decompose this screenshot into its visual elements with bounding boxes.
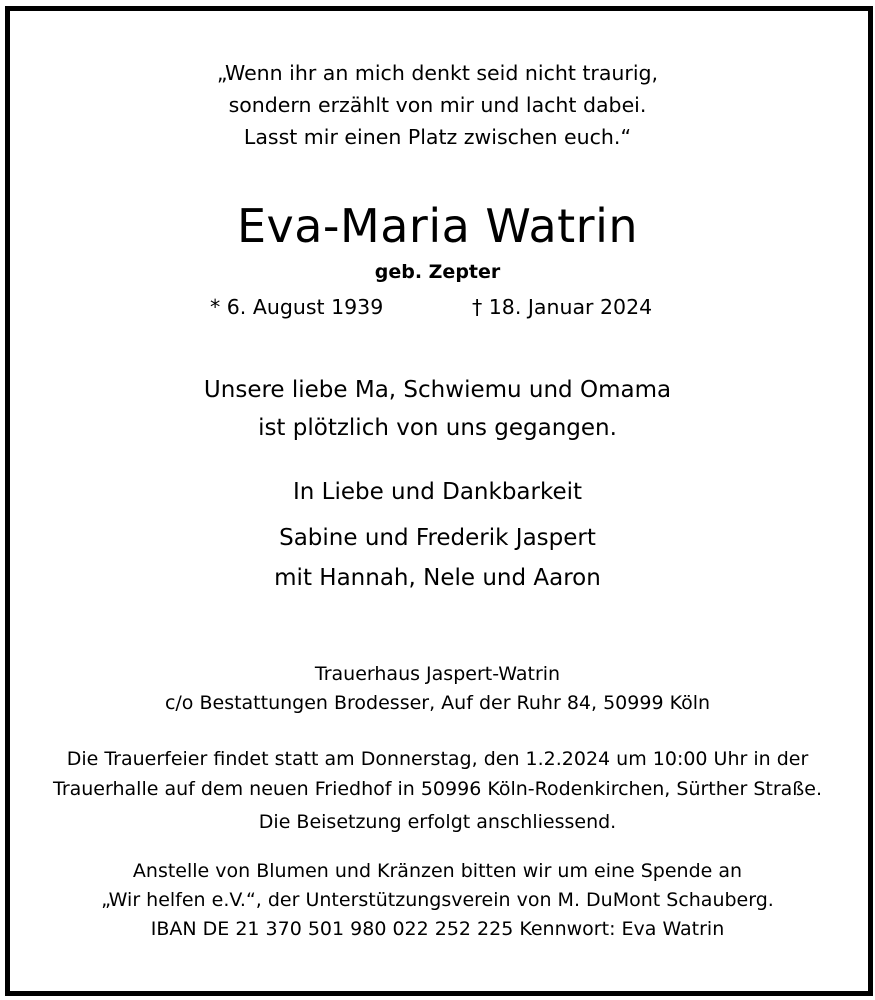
birth-date: * 6. August 1939 — [210, 295, 384, 319]
deceased-name: Eva-Maria Watrin — [236, 199, 639, 253]
message-line-1: Unsere liebe Ma, Schwiemu und Omama — [203, 377, 672, 403]
quote-line-1: „Wenn ihr an mich denkt seid nicht traurig, — [216, 61, 659, 85]
death-date: † 18. Januar 2024 — [472, 295, 653, 319]
donation-line-1: Anstelle von Blumen und Kränzen bitten wir um eine Spende an — [132, 860, 743, 882]
donation-line-2: „Wir helfen e.V.“, der Unterstützungsverein von M. DuMont Schauberg. — [101, 889, 774, 911]
service-line-1: Die Trauerfeier findet statt am Donnerstag, den 1.2.2024 um 10:00 Uhr in der — [66, 748, 809, 770]
address-line-2: c/o Bestattungen Brodesser, Auf der Ruhr 84, 50999 Köln — [164, 692, 711, 714]
born-name: geb. Zepter — [374, 261, 501, 283]
quote-line-2: sondern erzählt von mir und lacht dabei. — [228, 93, 647, 117]
mourners-line-2: mit Hannah, Nele und Aaron — [274, 565, 601, 591]
service-line-2: Trauerhalle auf dem neuen Friedhof in 50996 Köln-Rodenkirchen, Sürther Straße. — [53, 778, 822, 800]
address-line-1: Trauerhaus Jaspert-Watrin — [314, 663, 561, 685]
quote-line-3: Lasst mir einen Platz zwischen euch.“ — [243, 125, 632, 149]
message-line-2: ist plötzlich von uns gegangen. — [258, 415, 617, 441]
donation-line-3: IBAN DE 21 370 501 980 022 252 225 Kennwort: Eva Watrin — [150, 918, 725, 940]
mourners-line-1: Sabine und Frederik Jaspert — [279, 525, 596, 551]
service-line-3: Die Beisetzung erfolgt anschliessend. — [258, 811, 617, 833]
mourners-intro: In Liebe und Dankbarkeit — [292, 479, 583, 505]
